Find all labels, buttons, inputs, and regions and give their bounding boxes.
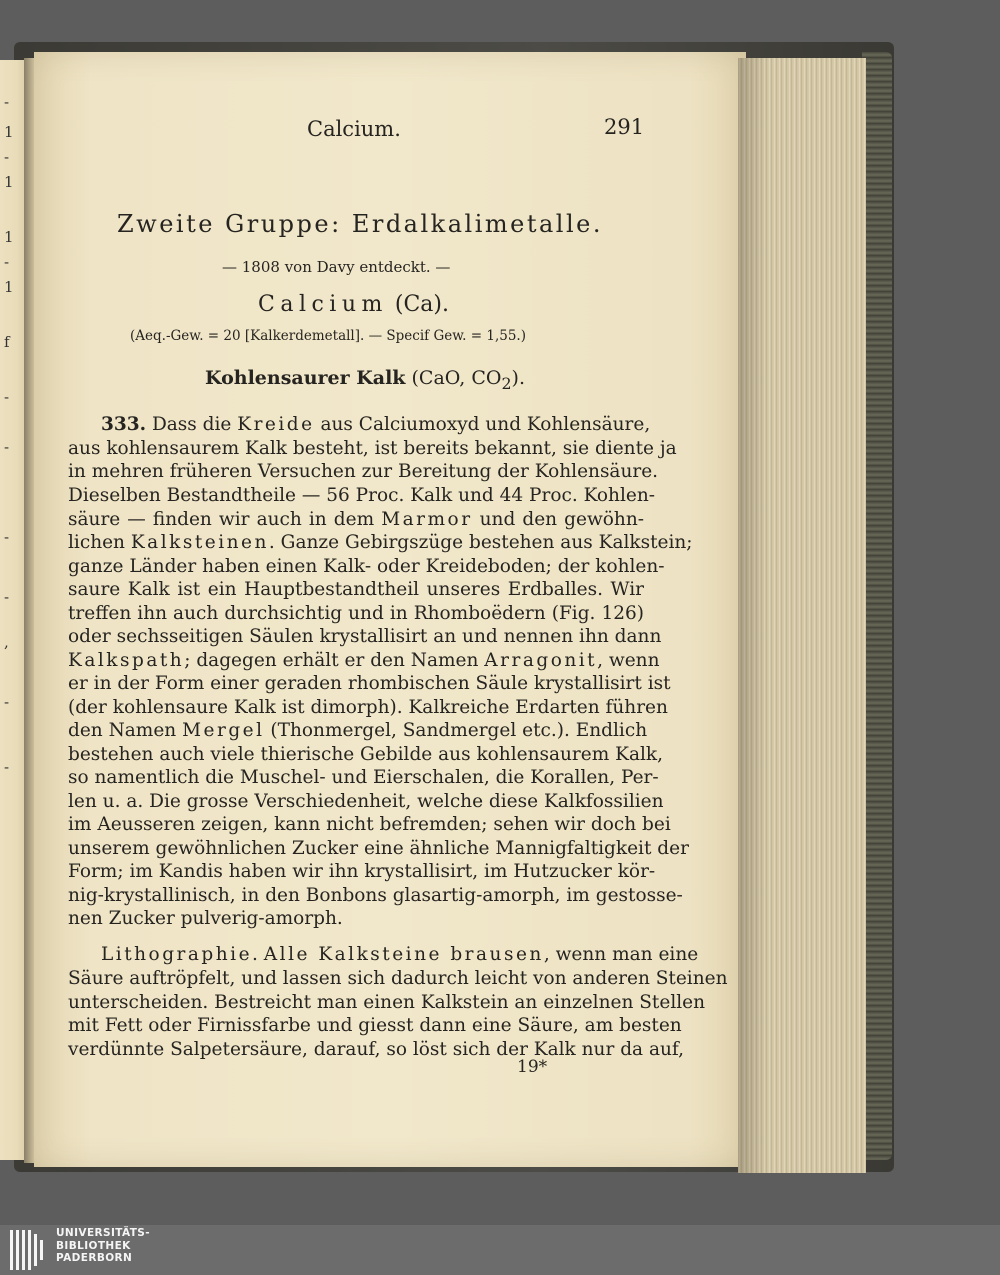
paragraph-line: nig-krystallinisch, in den Bonbons glasartig-amorph, im gestosse- xyxy=(68,885,683,906)
left-page-fragment: 1 xyxy=(4,173,14,191)
left-page-fragment: 1 xyxy=(4,278,14,296)
left-page-fragment: - xyxy=(4,528,10,546)
paragraph-line: treffen ihn auch durchsichtig und in Rhomboëdern (Fig. 126) xyxy=(68,603,644,624)
left-page-fragment: f xyxy=(4,333,10,351)
paragraph-line: Lithographie. Alle Kalksteine brausen, wenn man eine xyxy=(101,944,699,965)
paragraph-line: aus kohlensaurem Kalk besteht, ist bereits bekannt, sie diente ja xyxy=(68,438,677,459)
left-page-fragment: - xyxy=(4,253,10,271)
library-logo-icon xyxy=(10,1228,48,1272)
discovery-note: — 1808 von Davy entdeckt. — xyxy=(222,258,451,276)
left-page-fragment: - xyxy=(4,693,10,711)
paragraph-line: len u. a. Die grosse Verschiedenheit, welche diese Kalkfossilien xyxy=(68,791,664,812)
page-edge-shadow xyxy=(738,58,768,1173)
paragraph-line: Form; im Kandis haben wir ihn krystallisirt, im Hutzucker kör- xyxy=(68,861,656,882)
page-number: 291 xyxy=(604,115,645,139)
paragraph-line: unserem gewöhnlichen Zucker eine ähnliche Mannigfaltigkeit der xyxy=(68,838,689,859)
paragraph-line: verdünnte Salpetersäure, darauf, so löst sich der Kalk nur da auf, xyxy=(68,1039,684,1060)
library-name: UNIVERSITÄTS- BIBLIOTHEK PADERBORN xyxy=(56,1227,151,1264)
left-page-fragment: - xyxy=(4,388,10,406)
paragraph-line: säure — finden wir auch in dem Marmor und den gewöhn- xyxy=(68,509,644,530)
left-page-fragment: , xyxy=(4,633,9,651)
signature-mark: 19* xyxy=(517,1057,548,1077)
element-title: Calcium (Ca). xyxy=(258,292,449,317)
book-spine-edge xyxy=(862,52,892,1160)
paragraph-line: Dieselben Bestandtheile — 56 Proc. Kalk und 44 Proc. Kohlen- xyxy=(68,485,656,506)
atomic-info: (Aeq.-Gew. = 20 [Kalkerdemetall]. — Specif Gew. = 1,55.) xyxy=(130,328,526,344)
left-page-fragment: - xyxy=(4,93,10,111)
paragraph-line: so namentlich die Muschel- und Eierschalen, die Korallen, Per- xyxy=(68,767,659,788)
paragraph-line: nen Zucker pulverig-amorph. xyxy=(68,908,343,929)
paragraph-line: unterscheiden. Bestreicht man einen Kalkstein an einzelnen Stellen xyxy=(68,992,706,1013)
paragraph-line: in mehren früheren Versuchen zur Bereitung der Kohlensäure. xyxy=(68,461,659,482)
paragraph-line: lichen Kalksteinen. Ganze Gebirgszüge bestehen aus Kalkstein; xyxy=(68,532,693,553)
paragraph-line: (der kohlensaure Kalk ist dimorph). Kalkreiche Erdarten führen xyxy=(68,697,668,718)
paragraph-line: Säure auftröpfelt, und lassen sich dadurch leicht von anderen Steinen xyxy=(68,968,728,989)
left-page-fragment: - xyxy=(4,438,10,456)
paragraph-line: er in der Form einer geraden rhombischen Säule krystallisirt ist xyxy=(68,673,671,694)
left-page-fragment: 1 xyxy=(4,228,14,246)
paragraph-line: den Namen Mergel (Thonmergel, Sandmergel etc.). Endlich xyxy=(68,720,648,741)
left-page-fragment: - xyxy=(4,148,10,166)
paragraph-line: Kalkspath; dagegen erhält er den Namen Arragonit, wenn xyxy=(68,650,660,671)
running-head: Calcium. xyxy=(307,117,401,141)
paragraph-line: 333. Dass die Kreide aus Calciumoxyd und Kohlensäure, xyxy=(101,414,651,435)
paragraph-line: ganze Länder haben einen Kalk- oder Kreideboden; der kohlen- xyxy=(68,556,665,577)
paragraph-line: im Aeusseren zeigen, kann nicht befremden; sehen wir doch bei xyxy=(68,814,671,835)
paragraph-line: oder sechsseitigen Säulen krystallisirt an und nennen ihn dann xyxy=(68,626,662,647)
group-title: Zweite Gruppe: Erdalkalimetalle. xyxy=(117,210,603,238)
paragraph-line: bestehen auch viele thierische Gebilde aus kohlensaurem Kalk, xyxy=(68,744,664,765)
paragraph-line: mit Fett oder Firnissfarbe und giesst dann eine Säure, am besten xyxy=(68,1015,682,1036)
left-page-fragment: - xyxy=(4,758,10,776)
left-page-fragment: - xyxy=(4,588,10,606)
left-page-fragment: 1 xyxy=(4,123,14,141)
subsection-title: Kohlensaurer Kalk (CaO, $CO_2$). xyxy=(205,367,525,393)
paragraph-line: saure Kalk ist ein Hauptbestandtheil unseres Erdballes. Wir xyxy=(68,579,644,600)
